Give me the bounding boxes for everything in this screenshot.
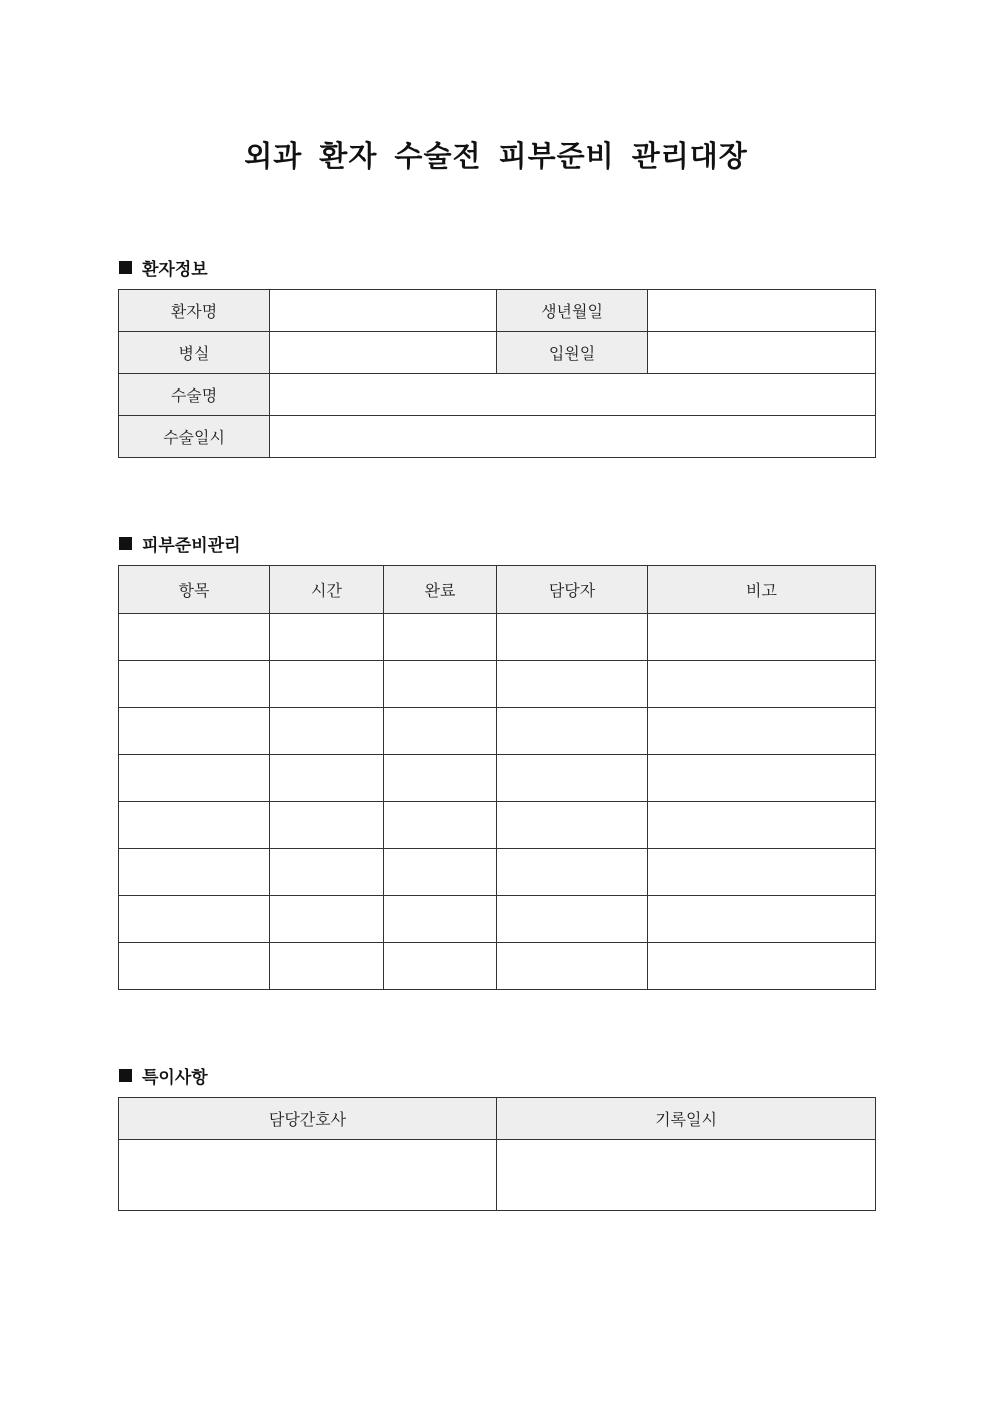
time-cell[interactable] xyxy=(270,661,384,708)
notes-body-row xyxy=(119,1140,876,1211)
done-cell[interactable] xyxy=(384,614,497,661)
time-cell[interactable] xyxy=(270,708,384,755)
staff-cell[interactable] xyxy=(497,755,648,802)
done-cell[interactable] xyxy=(384,943,497,990)
staff-cell[interactable] xyxy=(497,614,648,661)
square-bullet-icon xyxy=(119,261,132,274)
skin-prep-heading-label: 피부준비관리 xyxy=(142,536,241,556)
table-row xyxy=(119,661,876,708)
item-cell[interactable] xyxy=(119,708,270,755)
staff-cell[interactable] xyxy=(497,708,648,755)
admission-date-field[interactable] xyxy=(648,332,876,374)
notes-heading xyxy=(119,1063,208,1088)
patient-row-name xyxy=(119,290,876,332)
notes-heading-label: 특이사항 xyxy=(142,1068,208,1088)
notes-table xyxy=(118,1097,876,1211)
done-cell[interactable] xyxy=(384,755,497,802)
surgery-datetime-field[interactable] xyxy=(270,416,876,458)
remarks-cell[interactable] xyxy=(648,943,876,990)
record-datetime-field[interactable] xyxy=(497,1140,876,1211)
square-bullet-icon xyxy=(119,1069,132,1082)
surgery-datetime-label: 수술일시 xyxy=(119,416,270,458)
column-header-staff: 담당자 xyxy=(497,566,648,614)
notes-header-row xyxy=(119,1098,876,1140)
table-row xyxy=(119,708,876,755)
birth-date-field[interactable] xyxy=(648,290,876,332)
staff-cell[interactable] xyxy=(497,849,648,896)
table-row xyxy=(119,802,876,849)
table-row xyxy=(119,896,876,943)
item-cell[interactable] xyxy=(119,661,270,708)
remarks-cell[interactable] xyxy=(648,802,876,849)
done-cell[interactable] xyxy=(384,802,497,849)
name-field[interactable] xyxy=(270,290,497,332)
item-cell[interactable] xyxy=(119,755,270,802)
column-header-time: 시간 xyxy=(270,566,384,614)
birth-date-label: 생년월일 xyxy=(497,290,648,332)
time-cell[interactable] xyxy=(270,896,384,943)
column-header-nurse: 담당간호사 xyxy=(119,1098,497,1140)
surgery-name-label: 수술명 xyxy=(119,374,270,416)
table-row xyxy=(119,614,876,661)
time-cell[interactable] xyxy=(270,755,384,802)
name-label: 환자명 xyxy=(119,290,270,332)
staff-cell[interactable] xyxy=(497,802,648,849)
table-row xyxy=(119,849,876,896)
table-row xyxy=(119,943,876,990)
remarks-cell[interactable] xyxy=(648,614,876,661)
staff-cell[interactable] xyxy=(497,661,648,708)
patient-info-heading xyxy=(119,255,208,280)
patient-row-surgery-datetime xyxy=(119,416,876,458)
done-cell[interactable] xyxy=(384,849,497,896)
column-header-remarks: 비고 xyxy=(648,566,876,614)
patient-row-room xyxy=(119,332,876,374)
done-cell[interactable] xyxy=(384,661,497,708)
skin-prep-heading xyxy=(119,531,241,556)
remarks-cell[interactable] xyxy=(648,896,876,943)
item-cell[interactable] xyxy=(119,943,270,990)
patient-info-heading-label: 환자정보 xyxy=(142,260,208,280)
remarks-cell[interactable] xyxy=(648,849,876,896)
patient-info-table xyxy=(118,289,876,458)
remarks-cell[interactable] xyxy=(648,661,876,708)
room-label: 병실 xyxy=(119,332,270,374)
room-field[interactable] xyxy=(270,332,497,374)
item-cell[interactable] xyxy=(119,849,270,896)
time-cell[interactable] xyxy=(270,943,384,990)
remarks-cell[interactable] xyxy=(648,755,876,802)
patient-row-surgery-name xyxy=(119,374,876,416)
done-cell[interactable] xyxy=(384,708,497,755)
time-cell[interactable] xyxy=(270,614,384,661)
staff-cell[interactable] xyxy=(497,943,648,990)
time-cell[interactable] xyxy=(270,802,384,849)
done-cell[interactable] xyxy=(384,896,497,943)
item-cell[interactable] xyxy=(119,614,270,661)
nurse-field[interactable] xyxy=(119,1140,497,1211)
column-header-done: 완료 xyxy=(384,566,497,614)
page-title: 외과 환자 수술전 피부준비 관리대장 xyxy=(244,139,748,173)
time-cell[interactable] xyxy=(270,849,384,896)
item-cell[interactable] xyxy=(119,802,270,849)
admission-date-label: 입원일 xyxy=(497,332,648,374)
square-bullet-icon xyxy=(119,537,132,550)
skin-prep-table xyxy=(118,565,876,990)
surgery-name-field[interactable] xyxy=(270,374,876,416)
remarks-cell[interactable] xyxy=(648,708,876,755)
column-header-item: 항목 xyxy=(119,566,270,614)
item-cell[interactable] xyxy=(119,896,270,943)
staff-cell[interactable] xyxy=(497,896,648,943)
table-row xyxy=(119,755,876,802)
column-header-record-datetime: 기록일시 xyxy=(497,1098,876,1140)
skin-prep-header-row xyxy=(119,566,876,614)
